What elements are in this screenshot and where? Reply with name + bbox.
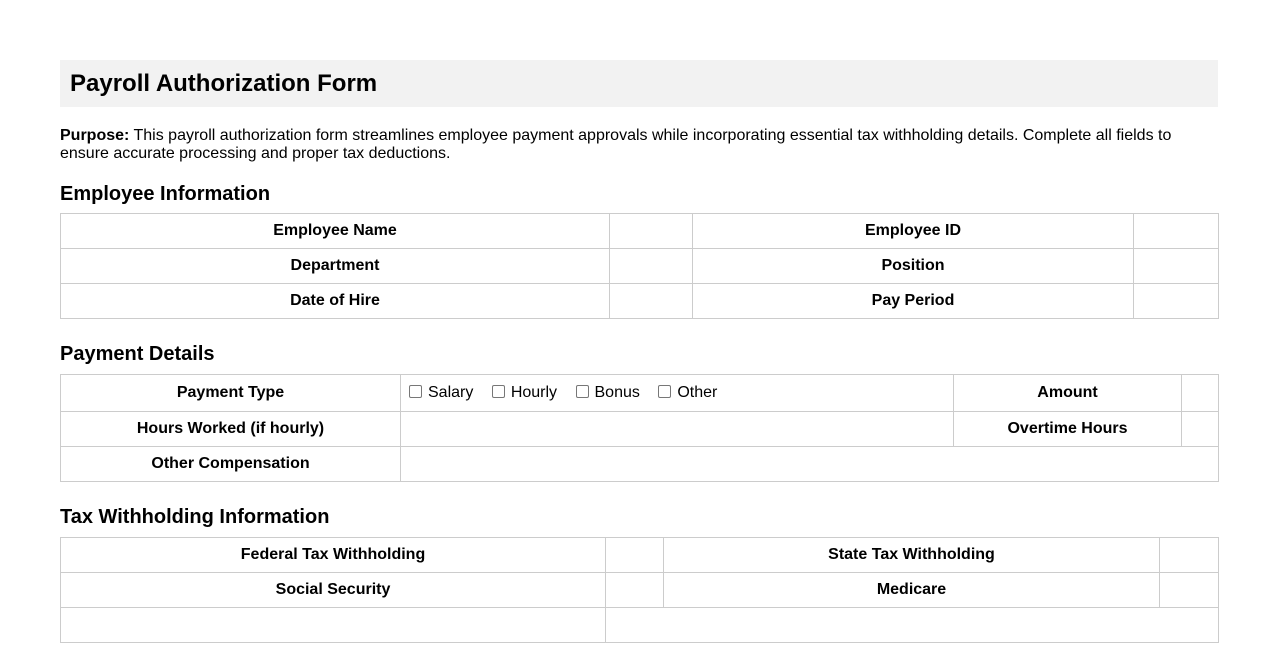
pay-period-label: Pay Period (693, 284, 1134, 319)
medicare-label: Medicare (664, 573, 1160, 608)
checkbox-hourly[interactable] (492, 384, 557, 401)
page-title: Payroll Authorization Form (70, 69, 378, 97)
other-compensation-field[interactable] (401, 447, 1219, 482)
option-label: Other (677, 384, 718, 401)
position-field[interactable] (1134, 249, 1219, 284)
section-tax-withholding: Tax Withholding Information (60, 506, 330, 528)
payment-table (60, 374, 1219, 482)
amount-field[interactable] (1182, 375, 1219, 412)
purpose-body: This payroll authorization form streamlines employee payment approvals while incorporating essential tax withholding details. Complete all fields to ensure accurate processing and proper tax deductions. (60, 127, 1172, 162)
federal-tax-label: Federal Tax Withholding (61, 538, 606, 573)
pay-period-field[interactable] (1134, 284, 1219, 319)
payroll-form (60, 60, 1218, 643)
employee-id-field[interactable] (1134, 214, 1219, 249)
option-label: Salary (428, 384, 474, 401)
medicare-field[interactable] (1160, 573, 1219, 608)
tax-table (60, 537, 1219, 643)
social-security-field[interactable] (606, 573, 664, 608)
other-compensation-label: Other Compensation (61, 447, 401, 482)
tax-row-cell (61, 608, 606, 643)
department-label: Department (61, 249, 610, 284)
title-bar (60, 60, 1218, 107)
checkbox-icon[interactable] (576, 385, 589, 398)
position-label: Position (693, 249, 1134, 284)
tax-row-field[interactable] (606, 608, 1219, 643)
social-security-label: Social Security (61, 573, 606, 608)
federal-tax-field[interactable] (606, 538, 664, 573)
date-of-hire-field[interactable] (610, 284, 693, 319)
payment-type-options (401, 375, 954, 412)
checkbox-icon[interactable] (492, 385, 505, 398)
section-employee-information: Employee Information (60, 183, 271, 205)
overtime-hours-label: Overtime Hours (954, 412, 1182, 447)
purpose-label: Purpose: (60, 127, 130, 144)
checkbox-bonus[interactable] (576, 384, 640, 401)
employee-name-field[interactable] (610, 214, 693, 249)
purpose-text (60, 127, 1218, 163)
employee-table (60, 213, 1219, 319)
option-label: Hourly (510, 384, 558, 401)
checkbox-other[interactable] (658, 384, 717, 401)
state-tax-field[interactable] (1160, 538, 1219, 573)
checkbox-icon[interactable] (409, 385, 422, 398)
payment-type-label: Payment Type (61, 375, 401, 412)
date-of-hire-label: Date of Hire (61, 284, 610, 319)
hours-worked-field[interactable] (401, 412, 954, 447)
amount-label: Amount (954, 375, 1182, 412)
section-payment-details: Payment Details (60, 343, 215, 365)
checkbox-icon[interactable] (658, 385, 671, 398)
department-field[interactable] (610, 249, 693, 284)
employee-name-label: Employee Name (61, 214, 610, 249)
option-label: Bonus (594, 384, 640, 401)
employee-id-label: Employee ID (693, 214, 1134, 249)
checkbox-salary[interactable] (409, 384, 473, 401)
hours-worked-label: Hours Worked (if hourly) (61, 412, 401, 447)
overtime-hours-field[interactable] (1182, 412, 1219, 447)
state-tax-label: State Tax Withholding (664, 538, 1160, 573)
